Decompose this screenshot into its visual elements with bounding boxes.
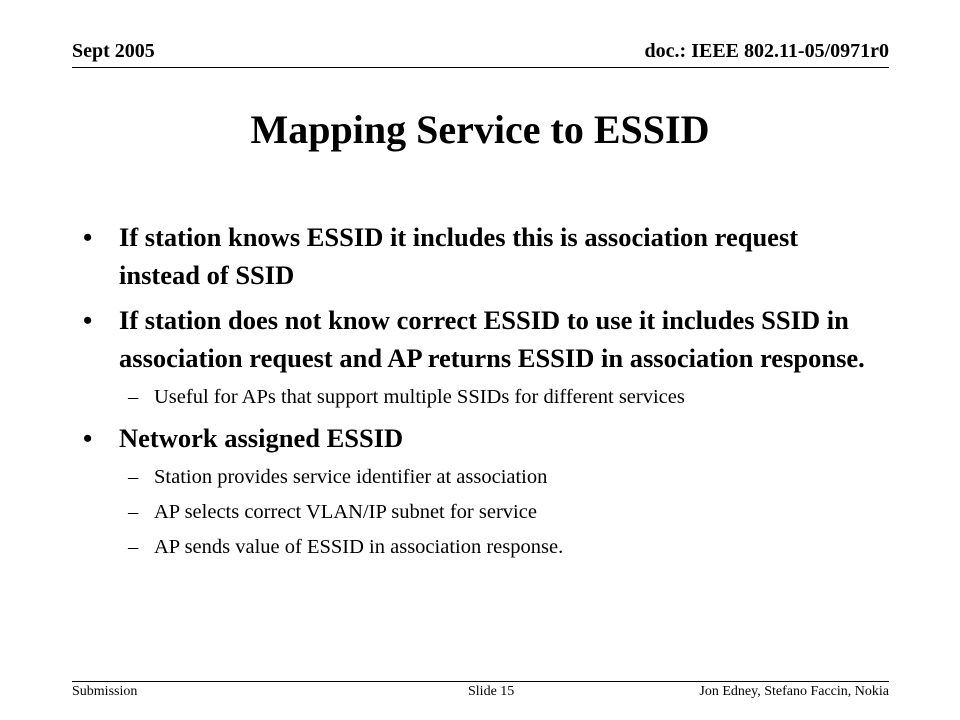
- sub-bullet-text: AP sends value of ESSID in association response.: [154, 536, 564, 558]
- dash-icon: –: [128, 501, 139, 523]
- header-date: Sept 2005: [72, 40, 155, 62]
- bullet-item: [83, 419, 873, 457]
- sub-bullet-item: [83, 498, 873, 526]
- bullet-text: Network assigned ESSID: [119, 423, 404, 453]
- header-divider: [72, 67, 889, 68]
- bullet-dot-icon: •: [83, 305, 93, 335]
- dash-icon: –: [128, 466, 139, 488]
- dash-icon: –: [128, 386, 139, 408]
- footer-authors: Jon Edney, Stefano Faccin, Nokia: [699, 684, 889, 699]
- header-doc-id: doc.: IEEE 802.11-05/0971r0: [644, 40, 889, 62]
- footer-submission: Submission: [72, 684, 138, 699]
- sub-bullet-item: [83, 383, 873, 411]
- sub-bullet-item: [83, 463, 873, 491]
- sub-bullet-item: [83, 533, 873, 561]
- footer-divider: [72, 681, 889, 682]
- bullet-dot-icon: •: [83, 222, 93, 252]
- dash-icon: –: [128, 536, 139, 558]
- bullet-dot-icon: •: [83, 423, 93, 453]
- bullet-text: If station knows ESSID it includes this is association request instead of SSID: [119, 222, 799, 290]
- sub-bullet-text: AP selects correct VLAN/IP subnet for service: [154, 501, 537, 523]
- sub-bullet-text: Useful for APs that support multiple SSIDs for different services: [154, 386, 685, 408]
- sub-bullet-text: Station provides service identifier at association: [154, 466, 548, 488]
- bullet-text: If station does not know correct ESSID to use it includes SSID in association request and AP returns ESSID in association response.: [119, 305, 865, 373]
- slide-title: Mapping Service to ESSID: [250, 107, 710, 152]
- bullet-item: [83, 218, 873, 294]
- bullet-item: [83, 301, 873, 377]
- slide-body: [83, 218, 873, 569]
- footer-slide-number: Slide 15: [468, 684, 515, 699]
